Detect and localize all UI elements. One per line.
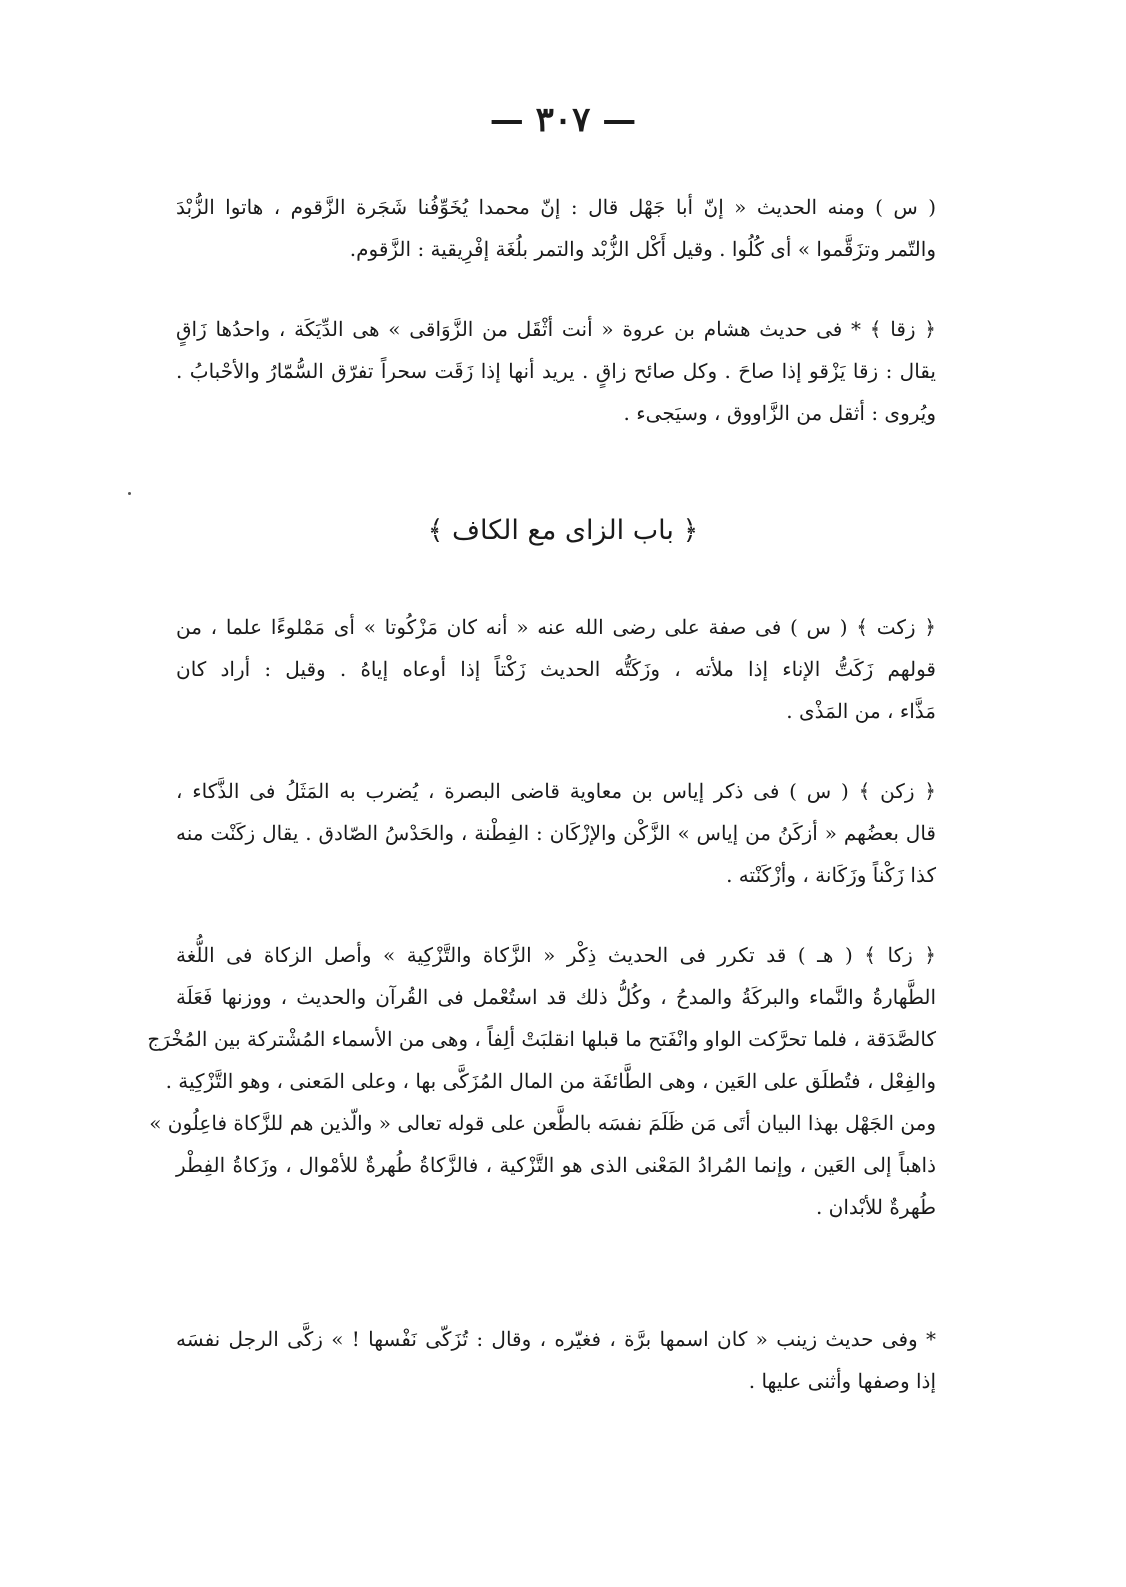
text-line: الطَّهارةُ والنَّماء والبركَةُ والمدحُ ، وكُلُّ ذلك قد استُعْمل فى القُرآن والحديث ، ووزنها فَعَلَة	[176, 985, 936, 1009]
text-line: ( س ) ومنه الحديث « إنّ أبا جَهْل قال : إنّ محمدا يُخَوِّفُنا شَجَرة الزَّقوم ، هاتوا الزُّبْدَ	[176, 195, 936, 219]
text-line: ﴿ زقا ﴾ * فى حديث هشام بن عروة « أنت أثْقَل من الزَّوَاقى » هى الدِّيَكَة ، واحدُها زَاقٍ	[176, 317, 936, 341]
text-line: قولهم زَكَتُّ الإناء إذا ملأته ، وزَكَتُّه الحديث زَكْتاً إذا أوعاه إياهُ . وقيل : أراد كان	[176, 657, 936, 681]
text-line: كالصَّدَقة ، فلما تحرَّكت الواو وانْفَتح ما قبلها انقلبَتْ ألِفاً ، وهى من الأسماء المُشْتركة بين المُخْرَج	[147, 1027, 936, 1051]
text-line: ﴿ زكا ﴾ ( هـ ) قد تكرر فى الحديث ذِكْر « الزَّكاة والتَّزْكِية » وأصل الزكاة فى اللُّغة	[176, 943, 936, 967]
entry-zaynab	[176, 1318, 936, 1402]
text-line: إذا وصفها وأثنى عليها .	[748, 1369, 936, 1393]
text-line: ﴿ زكن ﴾ ( س ) فى ذكر إياس بن معاوية قاضى البصرة ، يُضرب به المَثَلُ فى الذَّكاء ،	[176, 779, 936, 803]
text-line: قال بعضُهم « أزكَنُ من إياس » الزَّكْن والإزْكَان : الفِطْنة ، والحَدْسُ الصّادق . يقال زكَنْت منه	[176, 821, 936, 845]
paragraph-zaqqum	[176, 186, 936, 270]
text-line: مَذَّاء ، من المَذْى .	[786, 699, 936, 723]
text-line: ويُروى : أثقل من الزَّاووق ، وسيَجىء .	[623, 401, 936, 425]
page-number: — ٣٠٧ —	[489, 100, 637, 140]
text-line: ﴿ زكت ﴾ ( س ) فى صفة على رضى الله عنه « أنه كان مَزْكُوتا » أى مَمْلوءًا علما ، من	[176, 615, 936, 639]
text-line: كذا زَكْناً وزَكَانة ، وأزْكَنْته .	[726, 863, 936, 887]
text-line: طُهرةٌ للأبْدان .	[815, 1195, 936, 1219]
text-line: والتّمر وتزَقَّموا » أى كُلُوا . وقيل أَكْل الزُّبْد والتمر بلُغَة إفْرِيقية : الزَّقوم.	[349, 237, 936, 261]
entry-zaka	[147, 934, 936, 1228]
text-line: * وفى حديث زينب « كان اسمها برَّة ، فغيّره ، وقال : تُزَكّى نَفْسها ! » زكَّى الرجل نفسَه	[176, 1327, 936, 1351]
entry-zakan	[176, 770, 936, 896]
text-line: يقال : زقا يَزْقو إذا صاحَ . وكل صائح زاقٍ . يريد أنها إذا زَقَت سحراً تفرّق السُّمّارُ والأحْبابُ .	[176, 359, 936, 383]
section-heading: ﴿ باب الزاى مع الكاف ﴾	[427, 515, 699, 546]
scan-speck	[128, 492, 131, 495]
text-line: ومن الجَهْل بهذا البيان أتَى مَن ظَلَمَ نفسَه بالطَّعن على قوله تعالى « والّذين هم للزَّكاة فاعِلُون »	[149, 1111, 936, 1135]
text-line: ذاهباً إلى العَين ، وإنما المُرادُ المَعْنى الذى هو التَّزْكية ، فالزَّكاةُ طُهرةٌ للأمْوال ، وزَكاةُ الفِطْر	[176, 1153, 936, 1177]
entry-zakat	[176, 606, 936, 732]
text-line: والفِعْل ، فتُطلَق على العَين ، وهى الطَّائفَة من المال المُزَكَّى بها ، وعلى المَعنى ، وهو التَّزْكِية .	[165, 1069, 936, 1093]
entry-zaqa	[176, 308, 936, 434]
